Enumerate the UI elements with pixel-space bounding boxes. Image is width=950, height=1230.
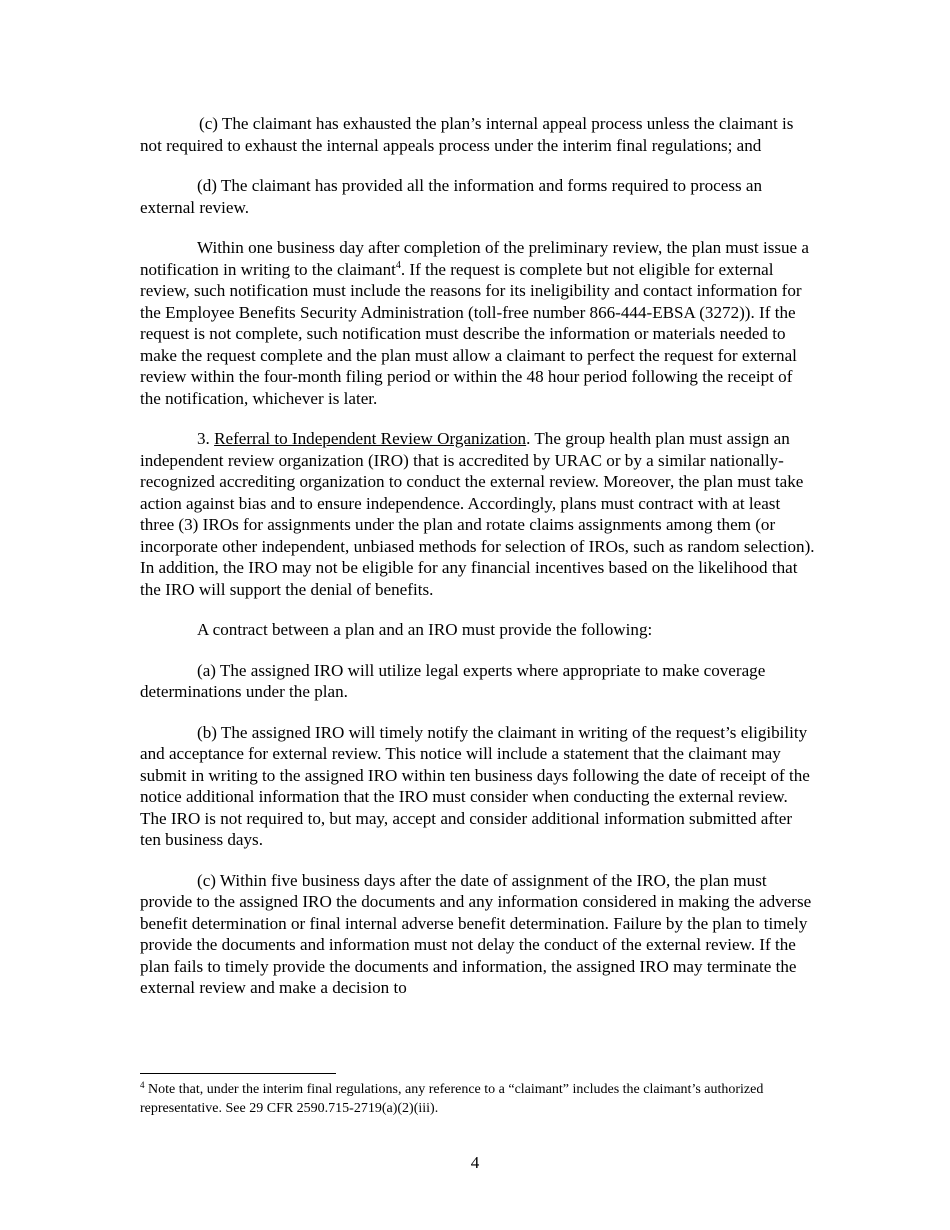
paragraph-text: (c) Within five business days after the date of assignment of the IRO, the plan must provide to the assigned IRO the documents and any information considered in making the adverse benefit determination or final internal adverse benefit determination. Failure by the plan to timely provide the documents and information must not delay the conduct of the external review. If the plan fails to timely provide the documents and information, the assigned IRO may terminate the external review and make a decision to	[140, 870, 812, 997]
section-heading: Referral to Independent Review Organization	[214, 429, 527, 448]
paragraph-notification	[140, 237, 815, 409]
paragraph-referral-iro	[140, 428, 815, 600]
paragraph-a-legal-experts	[140, 660, 815, 703]
footnote-text: Note that, under the interim final regulations, any reference to a “claimant” includes the claimant’s authorized representative. See 29 CFR 2590.715-2719(a)(2)(iii).	[140, 1082, 764, 1116]
paragraph-d-information-provided	[140, 175, 815, 218]
page-number: 4	[470, 1153, 480, 1172]
paragraph-text: (b) The assigned IRO will timely notify the claimant in writing of the request’s eligibility and acceptance for external review. This notice will include a statement that the claimant may submit in writing to the assigned IRO within ten business days following the date of receipt of the notice additional information that the IRO must consider when conducting the external review. The IRO is not required to, but may, accept and consider additional information submitted after ten business days.	[140, 722, 810, 849]
section-number: 3.	[197, 429, 215, 448]
paragraph-text: A contract between a plan and an IRO must provide the following:	[197, 620, 653, 639]
footnote-number: 4	[140, 1080, 145, 1090]
paragraph-text: Within one business day after completion of the preliminary review, the plan must issue a notification in writing to the claimant	[140, 238, 809, 279]
footnote	[140, 1081, 830, 1118]
paragraph-text: (d) The claimant has provided all the information and forms required to process an external review.	[140, 176, 763, 217]
footnote-reference: 4	[395, 259, 401, 271]
paragraph-text: (a) The assigned IRO will utilize legal experts where appropriate to make coverage determinations under the plan.	[140, 660, 766, 701]
footnote-separator	[140, 1073, 336, 1074]
paragraph-c-exhausted-appeals	[140, 113, 815, 156]
paragraph-text: . The group health plan must assign an independent review organization (IRO) that is accredited by URAC or by a similar nationally-recognized accrediting organization to conduct the external review. Moreover, the plan must take action against bias and to ensure independence. Accordingly, plans must contract with at least three (3) IROs for assignments under the plan and rotate claims assignments among them (or incorporate other independent, unbiased methods for selection of IROs, such as random selection). In addition, the IRO may not be eligible for any financial incentives based on the likelihood that the IRO will support the denial of benefits.	[140, 429, 815, 599]
paragraph-text-continued: . If the request is complete but not eligible for external review, such notification must include the reasons for its ineligibility and contact information for the Employee Benefits Security Administration (toll-free number 866-444-EBSA (3272)). If the request is not complete, such notification must describe the information or materials needed to make the request complete and the plan must allow a claimant to perfect the request for external review within the four-month filing period or within the 48 hour period following the receipt of the notification, whichever is later.	[140, 259, 802, 408]
paragraph-c-provide-documents	[140, 870, 815, 999]
paragraph-text: (c) The claimant has exhausted the plan’s internal appeal process unless the claimant is not required to exhaust the internal appeals process under the interim final regulations; and	[140, 114, 794, 155]
paragraph-b-notify-claimant	[140, 722, 815, 851]
paragraph-contract-intro	[140, 619, 815, 641]
body-text	[140, 113, 815, 1018]
